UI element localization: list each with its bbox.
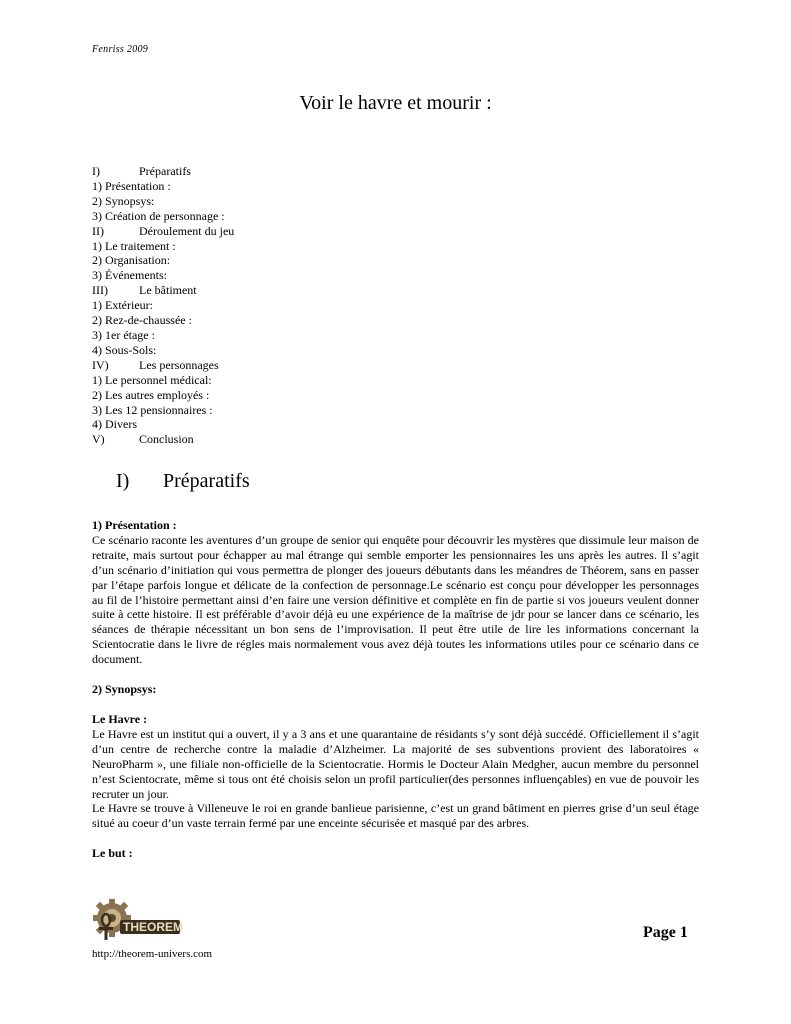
toc-item-number: III)	[92, 283, 108, 298]
toc-item-label: 2) Organisation:	[92, 253, 171, 268]
toc-item-label: 3) 1er étage :	[92, 327, 155, 342]
presentation-paragraph: Ce scénario raconte les aventures d’un groupe de senior qui enquête pour découvrir les mystères que dissimule leur maison de retraite, mais surtout pour échapper au mal étrange qui semble emporter les pensionnaires les uns après les autres. Il s’agit d’un scénario d’initiation qui vous permettra de plonger des joueurs débutants dans les méandres de Théorem, sans en passer par l’étape parfois longue et délicate de la confection de personnage.Le scénario est conçu pour développer les personnages au fil de l’histoire permettant ainsi d’en faire une version définitive et complète en fin de partie si vos joueurs veulent donner suite à cette histoire. Il est préférable d’avoir déjà eu une expérience de la maîtrise de jdr pour se lancer dans ce scénario, les séances de thérapie nécessitant un bon sens de l’improvisation. Il peut être utile de lire les informations concernant la Scientocratie dans le livre de régles mais normalement vous avez déjà toutes les informations utiles pour ce scénario dans ce document.	[92, 532, 699, 667]
toc-item-label: Conclusion	[139, 432, 194, 447]
toc-item-number: I)	[92, 164, 100, 178]
section-number: I)	[116, 470, 130, 492]
toc-item-label: Déroulement du jeu	[139, 223, 235, 238]
theorem-logo	[92, 898, 186, 942]
toc-item-label: 4) Divers	[92, 417, 137, 432]
toc-item-label: 3) Les 12 pensionnaires :	[92, 402, 213, 417]
toc-item-label: 1) Présentation :	[92, 178, 171, 193]
toc-item-label: 1) Extérieur:	[92, 298, 153, 313]
page-number: Page 1	[643, 924, 688, 941]
toc-item	[92, 417, 234, 432]
table-of-contents	[92, 164, 234, 447]
toc-item	[92, 343, 234, 358]
toc-item	[92, 253, 234, 268]
toc-item	[92, 209, 234, 224]
document-body	[92, 518, 699, 861]
havre-paragraph-1: Le Havre est un institut qui a ouvert, il y a 3 ans et une quarantaine de résidants s’y sont déjà succédé. Officiellement il s’agit d’un centre de recherche contre la maladie d’Alzheimer. La majorité de ses subventions provient des laboratoires « NeuroPharm », une filiale non-officielle de la Scientocratie. Hormis le Docteur Alain Medgher, aucun membre du personnel n’est Scientocrate, même si tous ont été choisis selon un profil particulier(des personnes influençables) en vue de pouvoir les recruter un jour.	[92, 726, 699, 801]
footer-url: http://theorem-univers.com	[92, 948, 213, 960]
toc-item-label: 2) Les autres employés :	[92, 387, 210, 402]
havre-paragraph-2: Le Havre se trouve à Villeneuve le roi en grande banlieue parisienne, c’est un grand bâtiment en pierres grise d’un seul étage situé au coeur d’un vaste terrain fermé par une enceinte sécurisée et masqué par des arbres.	[92, 801, 699, 831]
toc-item	[92, 388, 234, 403]
toc-item	[92, 328, 234, 343]
section-heading	[116, 470, 250, 493]
presentation-heading: 1) Présentation :	[92, 518, 177, 532]
toc-item	[92, 239, 234, 254]
toc-item	[92, 358, 234, 373]
section-title: Préparatifs	[163, 470, 250, 492]
havre-heading: Le Havre :	[92, 711, 148, 726]
toc-item-label: 4) Sous-Sols:	[92, 342, 157, 357]
toc-item	[92, 298, 234, 313]
toc-item	[92, 403, 234, 418]
toc-item-label: Préparatifs	[139, 164, 191, 178]
toc-item-label: 2) Rez-de-chaussée :	[92, 313, 192, 328]
toc-item-label: 3) Création de personnage :	[92, 208, 225, 223]
toc-item-label: 3) Événements:	[92, 268, 167, 283]
toc-item	[92, 283, 234, 298]
toc-item-label: 2) Synopsys:	[92, 193, 155, 208]
toc-item	[92, 313, 234, 328]
toc-item	[92, 432, 234, 447]
toc-item-label: 1) Le personnel médical:	[92, 372, 212, 387]
toc-item	[92, 373, 234, 388]
synopsys-heading: 2) Synopsys:	[92, 682, 157, 697]
document-title: Voir le havre et mourir :	[299, 92, 492, 114]
toc-item-number: IV)	[92, 357, 109, 372]
toc-item-label: Les personnages	[139, 357, 219, 372]
toc-item	[92, 194, 234, 209]
but-heading: Le but :	[92, 846, 133, 861]
toc-item	[92, 268, 234, 283]
toc-item-number: II)	[92, 223, 104, 238]
toc-item	[92, 224, 234, 239]
toc-item	[92, 179, 234, 194]
running-header: Fenriss 2009	[92, 44, 149, 55]
toc-item-label: 1) Le traitement :	[92, 238, 176, 253]
logo-text: THEOREM	[123, 920, 183, 934]
toc-item	[92, 164, 234, 179]
toc-item-label: Le bâtiment	[139, 283, 197, 298]
toc-item-number: V)	[92, 432, 105, 447]
